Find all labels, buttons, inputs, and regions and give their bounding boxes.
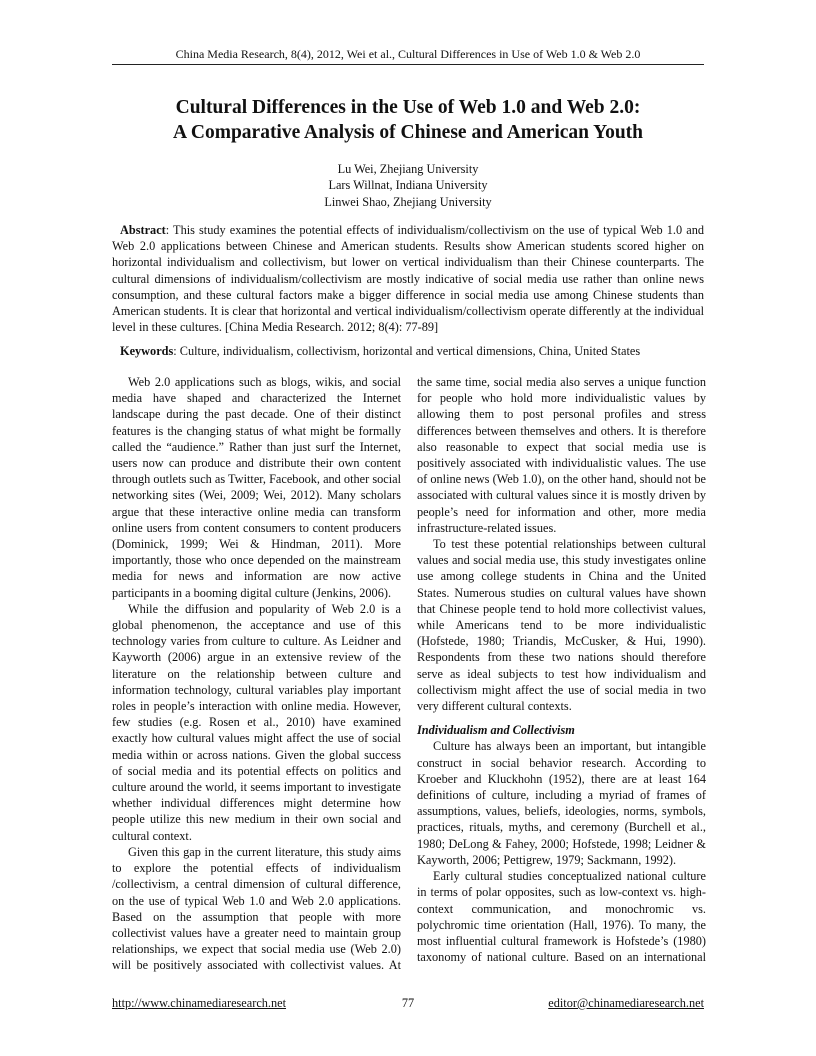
author-line: Linwei Shao, Zhejiang University: [324, 194, 492, 209]
section-heading: Individualism and Collectivism: [417, 723, 575, 738]
page-number: 77: [401, 996, 415, 1010]
author-line: Lars Willnat, Indiana University: [328, 178, 488, 193]
author-list: [0, 161, 816, 210]
abstract: [112, 222, 704, 335]
body-paragraph: Given this gap in the current literature, this study aims to explore the potential effects of individualism /collectivism, a central dimension of cultural difference, on the use of typical Web 1.0 and Web 2.0 applications. Based on the assumption that people with more collectivist values have a greater need to maintain group relationships, we expect that social media use (Web 2.0) will be positively associated with collectivist values. At: [112, 844, 401, 973]
paper-title-line-2: A Comparative Analysis of Chinese and American Youth: [172, 122, 644, 143]
abstract-label: Abstract: [120, 223, 166, 237]
body-paragraph: the same time, social media also serves a unique function for people who hold more individualistic values by allowing them to post personal profiles and stress differences between themselves and others. It is therefore also reasonable to expect that social media use is positively associated with individualistic values. The use of online news (Web 1.0), on the other hand, should not be associated with cultural values since it is mostly driven by people’s need for information and other, more media infrastructure-related issues.: [417, 375, 706, 535]
header-rule: [112, 64, 704, 65]
running-header: China Media Research, 8(4), 2012, Wei et al., Cultural Differences in Use of Web 1.0 & Web 2.0: [175, 47, 641, 61]
keywords-label: Keywords: [120, 344, 174, 358]
body-paragraph: While the diffusion and popularity of Web 2.0 is a global phenomenon, the acceptance and use of this technology varies from culture to culture. As Leidner and Kayworth (2006) argue in an extensive review of the literature on the relationship between culture and information technology, cultural variables play important roles in people’s interaction with online media. However, few studies (e.g. Rosen et al., 2010) have examined exactly how cultural values might affect the use of social media within or across nations. Given the global success of social media and its potential effects on politics and culture around the world, it seems important to investigate whether individual differences might determine how people utilize this new medium in their own social and cultural context.: [112, 601, 401, 843]
body-paragraph: To test these potential relationships between cultural values and social media use, this study investigates online use among college students in China and the United States. Numerous studies on cultural values have shown that Chinese people tend to hold more collectivist values, while Americans tend to be more individualistic (Hofstede, 1980; Triandis, McCusker, & Hui, 1990). Respondents from these two nations should therefore serve as ideal subjects to test how individualism and collectivism might affect the use of social media in two very different cultural contexts.: [417, 537, 706, 714]
keywords-text: : Culture, individualism, collectivism, horizontal and vertical dimensions, China, United States: [173, 344, 641, 358]
footer-website-link[interactable]: http://www.chinamediaresearch.net: [112, 996, 287, 1010]
left-column: [112, 374, 401, 974]
abstract-text: : This study examines the potential effects of individualism/collectivism on the use of typical Web 1.0 and Web 2.0 applications between Chinese and American students. Results show American students scored higher on horizontal individualism and collectivism, but lower on vertical individualism than their Chinese counterparts. The cultural dimensions of individualism/collectivism are mostly indicative of social media use rather than online news consumption, and these cultural factors make a bigger difference in social media use among Chinese students than American students. It is clear that horizontal and vertical individualism/collectivism operate differently at the individual level in these cultures. [China Media Research. 2012; 8(4): 77-89]: [112, 223, 704, 335]
keywords: [112, 343, 704, 359]
paper-title: [0, 95, 816, 145]
footer-email-link[interactable]: editor@chinamediaresearch.net: [548, 996, 704, 1010]
body-paragraph: Culture has always been an important, but intangible construct in social behavior research. According to Kroeber and Kluckhohn (1952), there are at least 164 definitions of culture, including a myriad of frames of assumptions, values, beliefs, ideologies, norms, symbols, practices, rituals, myths, and ceremony (Burchell et al., 1980; DeLong & Fahey, 2000; Hofstede, 1998; Leidner & Kayworth, 2006; Pettigrew, 1979; Sackmann, 1992).: [417, 739, 706, 867]
paper-title-line-1: Cultural Differences in the Use of Web 1.0 and Web 2.0:: [175, 97, 641, 118]
right-column: [417, 374, 706, 965]
body-paragraph: Early cultural studies conceptualized national culture in terms of polar opposites, such as low-context vs. high-context communication, and monochromic vs. polychromic time orientation (Hall, 1976). To many, the most influential cultural framework is Hofstede’s (1980) taxonomy of national culture. Based on an international: [417, 869, 706, 965]
body-paragraph: Web 2.0 applications such as blogs, wikis, and social media have shaped and characterized the Internet landscape during the past decade. One of their distinct features is the changing status of what might be formally called the “audience.” Rather than just surf the Internet, users now can produce and distribute their own content through outlets such as Twitter, Facebook, and other social networking sites (Wei, 2009; Wei, 2012). Many scholars argue that these interactive online media can transform online users from content consumers to content producers (Dominick, 1999; Wei & Hindman, 2011). More importantly, those who once depended on the mainstream media for news and information are now active participants in a booming digital culture (Jenkins, 2006).: [112, 375, 401, 600]
author-line: Lu Wei, Zhejiang University: [337, 162, 479, 176]
